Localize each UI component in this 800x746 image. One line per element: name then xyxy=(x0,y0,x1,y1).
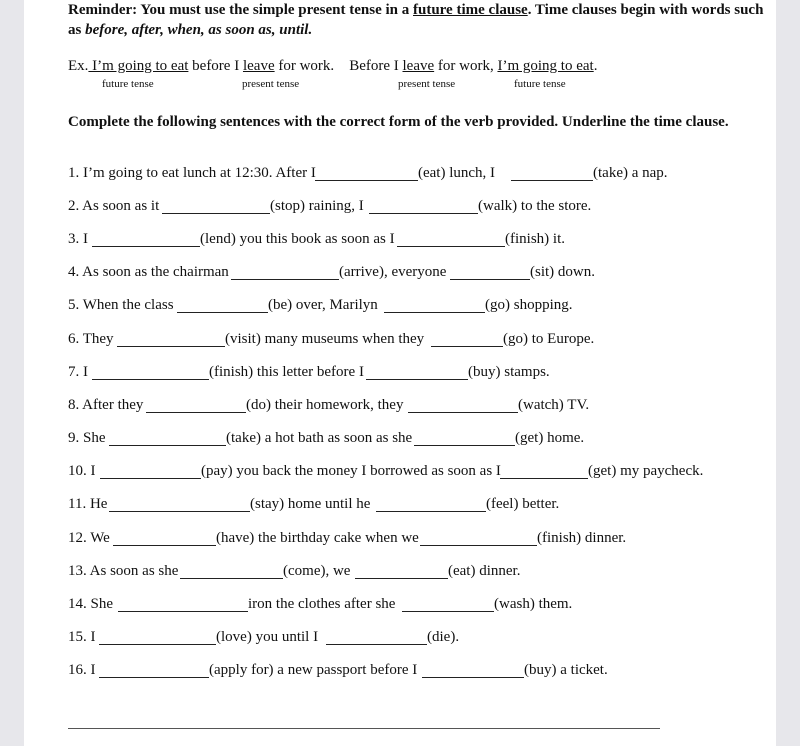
sentence-part: (take) a nap. xyxy=(593,165,668,181)
answer-blank-2[interactable] xyxy=(408,398,518,413)
sentence-part: 2. As soon as it xyxy=(68,198,160,214)
answer-blank-2[interactable] xyxy=(431,332,503,347)
sentence-part: 8. After they xyxy=(68,397,144,413)
sentence-part: 11. He xyxy=(68,496,108,512)
answer-blank-1[interactable] xyxy=(177,298,268,313)
sentence-row xyxy=(68,594,113,614)
sentence-row xyxy=(68,660,96,680)
answer-blank-2[interactable] xyxy=(511,166,593,181)
sentence-row xyxy=(68,229,88,249)
sentence-part: 14. She xyxy=(68,596,113,612)
sentence-part: (stay) home until he xyxy=(250,496,371,512)
sentence-part: (buy) stamps. xyxy=(468,364,550,380)
sentence-part: 9. She xyxy=(68,430,106,446)
sentence-part: 3. I xyxy=(68,231,88,247)
sentence-part: (go) to Europe. xyxy=(503,331,595,347)
sentence-part: 15. I xyxy=(68,629,96,645)
sentence-part: (die). xyxy=(427,629,460,645)
answer-blank-1[interactable] xyxy=(315,166,418,181)
sentence-part: (pay) you back the money I borrowed as soon as I xyxy=(201,463,501,479)
sentence-part: (have) the birthday cake when we xyxy=(216,530,419,546)
answer-blank-2[interactable] xyxy=(384,298,485,313)
sentence-row xyxy=(68,262,229,282)
label-present-tense: present tense xyxy=(398,78,456,90)
answer-blank-1[interactable] xyxy=(162,199,270,214)
sentence-row xyxy=(68,163,316,183)
answer-blank-1[interactable] xyxy=(118,597,248,612)
answer-blank-1[interactable] xyxy=(117,332,225,347)
sentence-part: (walk) to the store. xyxy=(478,198,592,214)
sentence-part: (sit) down. xyxy=(530,264,595,280)
answer-blank-2[interactable] xyxy=(402,597,494,612)
sentence-part: (feel) better. xyxy=(486,496,560,512)
label-future-tense: future tense xyxy=(514,78,566,90)
sentence-part: (eat) dinner. xyxy=(448,563,521,579)
answer-blank-2[interactable] xyxy=(355,564,448,579)
example-sentences: Ex. I’m going to eat before I leave for work. Before I leave for work, I’m going to eat. xyxy=(68,58,598,74)
sentence-part: (eat) lunch, I xyxy=(418,165,496,181)
sentence-part: (finish) dinner. xyxy=(537,530,627,546)
sentence-part: iron the clothes after she xyxy=(248,596,396,612)
answer-blank-2[interactable] xyxy=(326,630,427,645)
sentence-row xyxy=(68,428,106,448)
sentence-part: (come), we xyxy=(283,563,351,579)
sentence-part: 4. As soon as the chairman xyxy=(68,264,229,280)
sentence-row xyxy=(68,329,114,349)
sentence-part: (buy) a ticket. xyxy=(524,662,608,678)
sentence-part: (lend) you this book as soon as I xyxy=(200,231,395,247)
label-present-tense: present tense xyxy=(242,78,300,90)
sentence-part: (do) their homework, they xyxy=(246,397,404,413)
answer-blank-1[interactable] xyxy=(180,564,283,579)
answer-blank-2[interactable] xyxy=(366,365,468,380)
sentence-part: (get) home. xyxy=(515,430,585,446)
sentence-row xyxy=(68,627,96,647)
sentence-part: (finish) this letter before I xyxy=(209,364,364,380)
answer-blank-2[interactable] xyxy=(450,265,530,280)
sentence-row xyxy=(68,395,143,415)
sentence-part: 6. They xyxy=(68,331,114,347)
sentence-part: 10. I xyxy=(68,463,96,479)
sentence-row xyxy=(68,295,174,315)
answer-blank-1[interactable] xyxy=(100,464,201,479)
sentence-row xyxy=(68,561,178,581)
sentence-row xyxy=(68,528,110,548)
sentence-row xyxy=(68,196,159,216)
sentence-part: 5. When the class xyxy=(68,297,174,313)
sentence-part: (go) shopping. xyxy=(485,297,573,313)
sentence-part: (finish) it. xyxy=(505,231,565,247)
answer-blank-1[interactable] xyxy=(231,265,339,280)
answer-blank-1[interactable] xyxy=(109,431,226,446)
answer-blank-1[interactable] xyxy=(109,497,250,512)
reminder-text: Reminder: You must use the simple present tense in a future time clause. Time clauses begin with words such as before, after, when, as soon as, until. xyxy=(68,2,764,38)
sentence-row xyxy=(68,362,88,382)
answer-blank-2[interactable] xyxy=(414,431,515,446)
sentence-row xyxy=(68,461,96,481)
sentence-part: (watch) TV. xyxy=(518,397,590,413)
sentence-part: 16. I xyxy=(68,662,96,678)
sentence-part: (wash) them. xyxy=(494,596,573,612)
sentence-part: 12. We xyxy=(68,530,110,546)
answer-blank-2[interactable] xyxy=(422,663,524,678)
sentence-part: (take) a hot bath as soon as she xyxy=(226,430,413,446)
sentence-part: (apply for) a new passport before I xyxy=(209,662,418,678)
answer-blank-2[interactable] xyxy=(369,199,478,214)
sentence-part: (visit) many museums when they xyxy=(225,331,425,347)
sentence-part: 1. I’m going to eat lunch at 12:30. After I xyxy=(68,165,316,181)
sentence-part: (be) over, Marilyn xyxy=(268,297,378,313)
sentence-row xyxy=(68,494,107,514)
answer-blank-1[interactable] xyxy=(92,232,200,247)
sentence-part: 7. I xyxy=(68,364,88,380)
answer-blank-2[interactable] xyxy=(376,497,486,512)
answer-blank-2[interactable] xyxy=(420,531,537,546)
answer-blank-1[interactable] xyxy=(99,663,209,678)
answer-blank-1[interactable] xyxy=(113,531,216,546)
divider-line xyxy=(68,728,660,729)
answer-blank-2[interactable] xyxy=(397,232,505,247)
sentence-part: (love) you until I xyxy=(216,629,319,645)
answer-blank-1[interactable] xyxy=(99,630,216,645)
sentence-part: (get) my paycheck. xyxy=(588,463,704,479)
label-future-tense: future tense xyxy=(102,78,154,90)
instructions: Complete the following sentences with the correct form of the verb provided. Underline the time clause. xyxy=(68,114,729,130)
answer-blank-1[interactable] xyxy=(92,365,209,380)
answer-blank-1[interactable] xyxy=(146,398,246,413)
sentence-part: (arrive), everyone xyxy=(339,264,447,280)
sentence-part: 13. As soon as she xyxy=(68,563,179,579)
answer-blank-2[interactable] xyxy=(500,464,588,479)
sentence-part: (stop) raining, I xyxy=(270,198,364,214)
